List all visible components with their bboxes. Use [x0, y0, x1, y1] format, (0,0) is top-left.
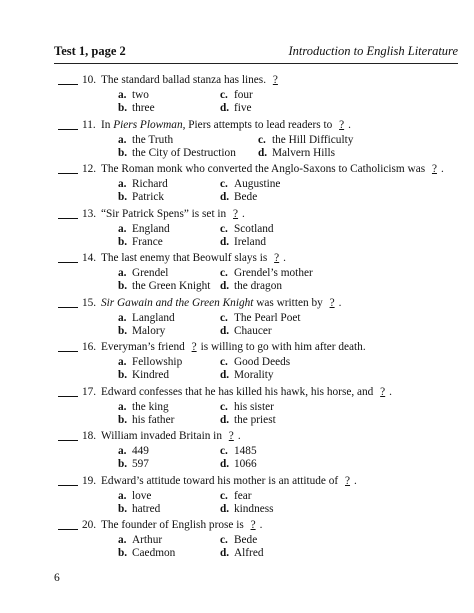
stem-text: .	[283, 252, 286, 264]
option-letter: c.	[220, 178, 228, 190]
option-b	[118, 547, 175, 559]
option-text: Patrick	[132, 191, 164, 203]
option-c	[220, 490, 252, 502]
course-title: Introduction to English Literature	[288, 44, 458, 58]
option-b	[118, 236, 163, 248]
option-text: two	[132, 89, 149, 101]
option-c	[220, 356, 290, 368]
option-c	[220, 267, 313, 279]
question-item	[0, 208, 474, 253]
stem-text: .	[348, 118, 351, 131]
option-c	[220, 312, 301, 324]
option-letter: d.	[220, 458, 230, 470]
question-stem	[101, 208, 245, 220]
fill-in-blank: ?	[274, 252, 280, 264]
option-text: 1485	[234, 445, 257, 457]
option-c	[258, 134, 353, 146]
fill-in-blank: ?	[329, 296, 335, 309]
option-letter: b.	[118, 413, 128, 426]
option-text: 1066	[234, 458, 257, 470]
option-text: the Truth	[132, 133, 174, 146]
option-letter: d.	[220, 280, 230, 292]
question-item	[0, 341, 474, 386]
stem-text: .	[242, 207, 245, 220]
fill-in-blank: ?	[228, 430, 234, 442]
option-text: the dragon	[234, 280, 282, 292]
option-b	[118, 414, 174, 426]
question-number: 12.	[82, 163, 97, 175]
answer-blank[interactable]	[58, 351, 78, 352]
option-text: Grendel’s mother	[234, 267, 313, 279]
stem-text: Piers attempts to lead readers to	[185, 118, 333, 131]
fill-in-blank: ?	[191, 341, 197, 353]
question-number: 20.	[82, 519, 97, 531]
option-a	[118, 534, 162, 546]
question-list	[0, 74, 474, 564]
option-text: 449	[132, 445, 149, 457]
stem-italic-title: Piers Plowman,	[113, 118, 186, 131]
option-text: Bede	[234, 191, 258, 203]
option-letter: d.	[220, 547, 230, 559]
option-text: the priest	[234, 413, 276, 426]
answer-blank[interactable]	[58, 307, 78, 308]
question-item	[0, 297, 474, 342]
fill-in-blank: ?	[380, 385, 386, 398]
option-a	[118, 312, 175, 324]
option-d	[220, 369, 274, 381]
option-letter: b.	[118, 280, 128, 292]
answer-blank[interactable]	[58, 440, 78, 441]
option-b	[118, 369, 169, 381]
option-letter: c.	[220, 489, 228, 502]
option-text: the Green Knight	[132, 280, 211, 292]
option-a	[118, 178, 168, 190]
question-number: 16.	[82, 341, 97, 353]
stem-text: lines.	[239, 74, 267, 86]
question-stem	[101, 74, 282, 86]
option-text: hatred	[132, 502, 161, 515]
question-stem	[101, 386, 392, 398]
option-b	[118, 503, 160, 515]
stem-text: .	[237, 430, 241, 442]
option-letter: a.	[118, 311, 127, 324]
option-letter: b.	[118, 547, 128, 559]
option-text: five	[234, 102, 252, 114]
option-letter: a.	[118, 534, 127, 546]
page-header	[54, 44, 458, 64]
option-letter: a.	[118, 489, 127, 502]
option-letter: d.	[220, 324, 230, 337]
option-letter: c.	[220, 534, 228, 546]
option-letter: d.	[220, 102, 230, 114]
option-text: the City of Destruction	[132, 146, 236, 159]
stem-text: .	[389, 385, 392, 398]
option-b	[118, 147, 236, 159]
stem-text: “Sir Patrick Spens” is set in	[101, 207, 227, 220]
option-d	[220, 414, 276, 426]
option-text: Kindred	[132, 369, 170, 381]
answer-blank[interactable]	[58, 84, 78, 85]
option-c	[220, 445, 257, 457]
option-letter: b.	[118, 502, 128, 515]
option-text: Grendel	[132, 267, 169, 279]
page-number: 6	[54, 572, 60, 584]
option-text: Alfred	[234, 547, 264, 559]
option-letter: c.	[220, 89, 228, 101]
stem-text: In	[101, 118, 114, 131]
option-text: Caedmon	[132, 547, 176, 559]
question-item	[0, 430, 474, 475]
option-letter: a.	[118, 89, 127, 101]
stem-text: Edward confesses that he has killed his hawk, his horse, and	[101, 385, 374, 398]
option-text: Malvern Hills	[272, 146, 336, 159]
option-text: the king	[132, 400, 169, 413]
option-letter: c.	[220, 445, 228, 457]
question-item	[0, 252, 474, 297]
option-text: his sister	[234, 400, 274, 413]
option-d	[220, 547, 263, 559]
fill-in-blank: ?	[233, 207, 239, 220]
option-letter: b.	[118, 102, 128, 114]
option-letter: a.	[118, 133, 127, 146]
option-c	[220, 178, 280, 190]
test-title: Test 1, page 2	[54, 44, 126, 58]
question-stem	[101, 519, 262, 531]
option-text: Richard	[132, 178, 168, 190]
option-d	[220, 280, 282, 292]
option-letter: d.	[220, 235, 230, 248]
question-stem	[101, 430, 241, 442]
option-letter: a.	[118, 356, 127, 368]
option-letter: c.	[258, 133, 266, 146]
option-text: The Pearl Poet	[234, 311, 301, 324]
option-text: fear	[234, 489, 252, 502]
fill-in-blank: ?	[431, 163, 437, 175]
option-text: Langland	[132, 311, 175, 324]
option-text: Chaucer	[234, 324, 272, 337]
question-item	[0, 475, 474, 520]
option-letter: d.	[220, 191, 230, 203]
stem-text: The standard ballad stanza has	[101, 74, 240, 86]
option-a	[118, 490, 151, 502]
option-a	[118, 267, 168, 279]
option-text: love	[132, 489, 152, 502]
option-text: England	[132, 222, 170, 235]
answer-blank[interactable]	[58, 262, 78, 263]
option-d	[220, 458, 257, 470]
option-d	[258, 147, 335, 159]
question-stem	[101, 341, 366, 353]
option-letter: a.	[118, 445, 127, 457]
option-c	[220, 89, 253, 101]
option-letter: a.	[118, 222, 127, 235]
question-item	[0, 74, 474, 119]
option-a	[118, 401, 169, 413]
stem-text: was written by	[253, 296, 323, 309]
option-b	[118, 191, 164, 203]
option-letter: a.	[118, 400, 127, 413]
fill-in-blank: ?	[339, 118, 345, 131]
question-stem	[101, 475, 357, 487]
option-text: Good Deeds	[234, 356, 291, 368]
stem-text: The Roman monk who converted the Anglo-Saxons to Catholicism was	[101, 163, 426, 175]
answer-blank[interactable]	[58, 485, 78, 486]
option-b	[118, 325, 165, 337]
answer-blank[interactable]	[58, 529, 78, 530]
option-b	[118, 280, 210, 292]
option-letter: d.	[258, 146, 268, 159]
option-d	[220, 236, 266, 248]
option-letter: c.	[220, 311, 228, 324]
answer-blank[interactable]	[58, 218, 78, 219]
stem-text: The founder of English prose is	[101, 519, 244, 531]
question-stem	[101, 163, 444, 175]
option-letter: d.	[220, 413, 230, 426]
stem-text: .	[440, 163, 444, 175]
option-c	[220, 223, 274, 235]
option-text: Fellowship	[132, 356, 183, 368]
question-number: 14.	[82, 252, 97, 264]
option-a	[118, 445, 149, 457]
answer-blank[interactable]	[58, 396, 78, 397]
answer-blank[interactable]	[58, 129, 78, 130]
question-item	[0, 163, 474, 208]
stem-text: The last enemy that Beowulf slays is	[101, 252, 268, 264]
stem-text: .	[354, 474, 357, 487]
question-stem	[101, 252, 286, 264]
stem-italic-title: Sir Gawain and the Green Knight	[101, 296, 254, 309]
stem-text: Everyman’s friend	[101, 341, 185, 353]
option-d	[220, 503, 274, 515]
question-item	[0, 119, 474, 164]
option-letter: c.	[220, 356, 228, 368]
option-text: Scotland	[234, 222, 274, 235]
question-number: 18.	[82, 430, 97, 442]
option-text: the Hill Difficulty	[272, 133, 354, 146]
option-a	[118, 356, 182, 368]
option-c	[220, 401, 274, 413]
question-number: 17.	[82, 385, 97, 398]
option-a	[118, 89, 149, 101]
option-letter: b.	[118, 191, 128, 203]
option-letter: a.	[118, 267, 127, 279]
option-text: Bede	[234, 534, 258, 546]
option-b	[118, 102, 155, 114]
option-text: four	[234, 89, 253, 101]
question-item	[0, 386, 474, 431]
fill-in-blank: ?	[272, 74, 278, 86]
stem-text: .	[338, 296, 342, 309]
option-d	[220, 102, 252, 114]
option-letter: b.	[118, 369, 128, 381]
question-number: 13.	[82, 207, 97, 220]
option-letter: d.	[220, 369, 230, 381]
option-text: kindness	[234, 502, 274, 515]
option-text: France	[132, 235, 163, 248]
option-text: Augustine	[234, 178, 281, 190]
question-stem	[101, 297, 341, 309]
option-letter: a.	[118, 178, 127, 190]
stem-text: .	[259, 519, 263, 531]
option-d	[220, 325, 272, 337]
question-number: 19.	[82, 474, 97, 487]
option-letter: c.	[220, 400, 228, 413]
option-letter: b.	[118, 324, 128, 337]
option-letter: c.	[220, 222, 228, 235]
fill-in-blank: ?	[345, 474, 351, 487]
option-a	[118, 134, 173, 146]
option-text: Arthur	[132, 534, 163, 546]
option-text: 597	[132, 458, 149, 470]
stem-text: Edward’s attitude toward his mother is an attitude of	[101, 474, 339, 487]
fill-in-blank: ?	[250, 519, 256, 531]
option-text: three	[132, 102, 155, 114]
option-letter: b.	[118, 458, 128, 470]
option-text: Malory	[132, 324, 166, 337]
option-a	[118, 223, 170, 235]
question-stem	[101, 119, 351, 131]
option-letter: d.	[220, 502, 230, 515]
question-number: 15.	[82, 296, 97, 309]
option-text: his father	[132, 413, 175, 426]
option-letter: c.	[220, 267, 228, 279]
option-text: Morality	[234, 369, 274, 381]
stem-text: is willing to go with him after death.	[200, 341, 366, 353]
question-number: 10.	[82, 74, 97, 86]
option-letter: b.	[118, 235, 128, 248]
question-number: 11.	[82, 118, 96, 131]
option-letter: b.	[118, 146, 128, 159]
stem-text: William invaded Britain in	[101, 430, 222, 442]
answer-blank[interactable]	[58, 173, 78, 174]
option-d	[220, 191, 257, 203]
option-b	[118, 458, 149, 470]
option-c	[220, 534, 257, 546]
question-item	[0, 519, 474, 564]
option-text: Ireland	[234, 235, 266, 248]
